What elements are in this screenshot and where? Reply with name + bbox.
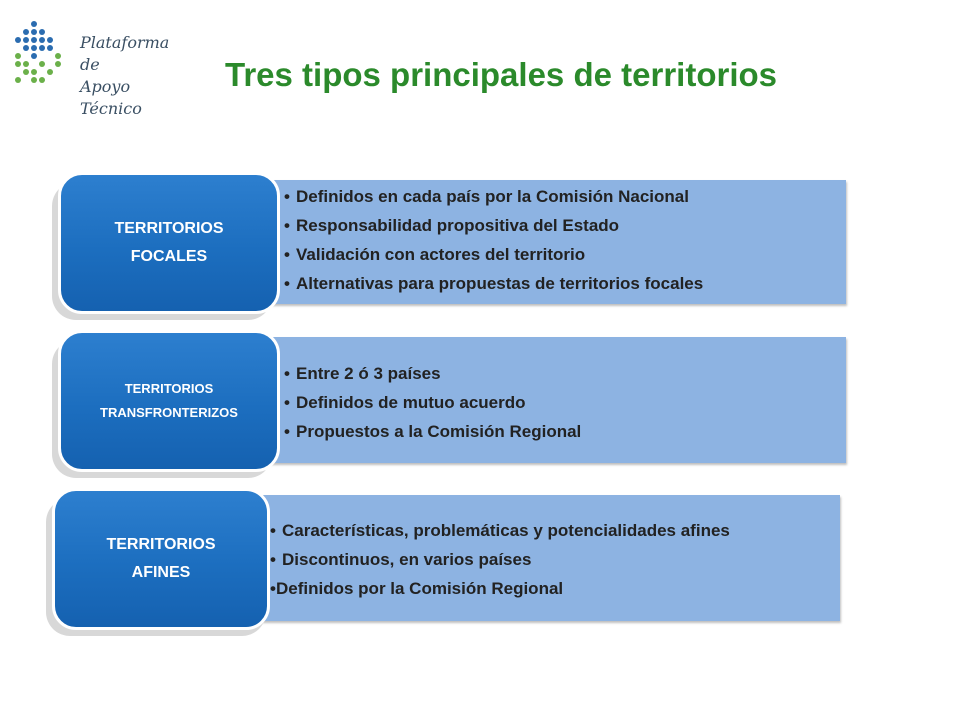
bullet-list [270,516,730,603]
logo-dots-icon [10,18,70,92]
territory-label-line1: TERRITORIOS [106,536,216,553]
territory-label-line2: FOCALES [130,248,208,265]
list-item: •Definidos por la Comisión Regional [270,579,564,598]
territory-label-line2: TRANSFRONTERIZOS [100,405,238,420]
list-item: • Características, problemáticas y potencialidades afines [270,521,730,540]
territory-box-afines [52,488,270,630]
bullet-list [284,182,703,298]
list-item: • Definidos en cada país por la Comisión Nacional [284,187,689,206]
territory-box-focales [58,172,280,314]
platform-logo [8,18,188,118]
bullet-list [284,359,581,446]
list-item: • Alternativas para propuestas de territorios focales [284,274,704,293]
list-item: • Validación con actores del territorio [284,245,586,264]
territory-label-line1: TERRITORIOS [124,381,214,396]
list-item: • Entre 2 ó 3 países [284,364,441,383]
territory-label-line2: AFINES [131,564,191,581]
logo-text-line1: Plataforma de [80,33,170,74]
logo-text-line2: Apoyo Técnico [80,77,142,118]
list-item: • Propuestos a la Comisión Regional [284,422,582,441]
page-title: Tres tipos principales de territorios [225,56,777,93]
list-item: • Responsabilidad propositiva del Estado [284,216,620,235]
logo-text [80,32,188,120]
list-item: • Discontinuos, en varios países [270,550,532,569]
list-item: • Definidos de mutuo acuerdo [284,393,526,412]
territory-label-line1: TERRITORIOS [114,220,224,237]
territory-box-transfronterizos [58,330,280,472]
